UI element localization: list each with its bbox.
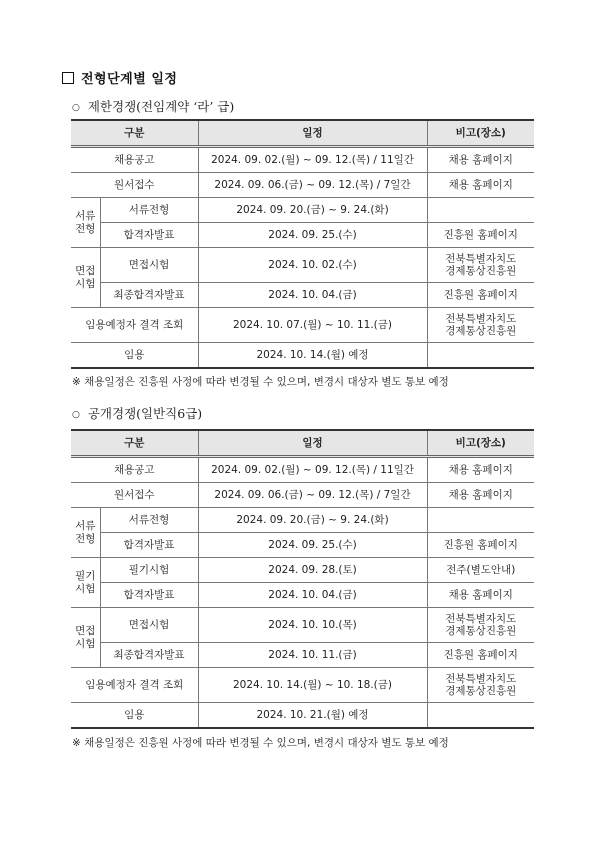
group-label-document: 서류 전형 xyxy=(71,508,100,558)
header-category: 구분 xyxy=(71,120,198,147)
row-label: 서류전형 xyxy=(100,508,198,533)
row-remark: 채용 홈페이지 xyxy=(427,147,534,173)
row-remark: 전북특별자치도 경제통상진흥원 xyxy=(427,308,534,343)
table-header-row xyxy=(71,120,534,147)
table-row xyxy=(71,248,534,283)
row-schedule: 2024. 10. 10.(목) xyxy=(198,608,427,643)
header-schedule: 일정 xyxy=(198,430,427,457)
table-row xyxy=(71,703,534,729)
row-schedule: 2024. 09. 02.(월) ~ 09. 12.(목) / 11일간 xyxy=(198,457,427,483)
table-row xyxy=(71,147,534,173)
row-schedule: 2024. 10. 11.(금) xyxy=(198,643,427,668)
table-row xyxy=(71,533,534,558)
row-schedule: 2024. 09. 06.(금) ~ 09. 12.(목) / 7일간 xyxy=(198,483,427,508)
row-label: 면접시험 xyxy=(100,608,198,643)
row-label: 합격자발표 xyxy=(100,583,198,608)
row-remark: 전북특별자치도 경제통상진흥원 xyxy=(427,248,534,283)
row-remark: 전주(별도안내) xyxy=(427,558,534,583)
group-label-interview: 면접 시험 xyxy=(71,248,100,308)
table-row xyxy=(71,668,534,703)
row-label: 필기시험 xyxy=(100,558,198,583)
row-label: 임용 xyxy=(71,703,198,729)
row-remark xyxy=(427,703,534,729)
table-header-row xyxy=(71,430,534,457)
page-title: 전형단계별 일정 xyxy=(62,68,177,87)
table-row xyxy=(71,508,534,533)
row-label: 최종합격자발표 xyxy=(100,283,198,308)
circle-bullet-icon: ○ xyxy=(72,103,80,113)
row-remark xyxy=(427,343,534,369)
row-label: 원서접수 xyxy=(71,173,198,198)
row-schedule: 2024. 09. 20.(금) ~ 9. 24.(화) xyxy=(198,508,427,533)
row-schedule: 2024. 10. 04.(금) xyxy=(198,583,427,608)
header-schedule: 일정 xyxy=(198,120,427,147)
row-schedule: 2024. 10. 02.(수) xyxy=(198,248,427,283)
row-remark xyxy=(427,198,534,223)
row-remark: 진흥원 홈페이지 xyxy=(427,533,534,558)
row-schedule: 2024. 10. 04.(금) xyxy=(198,283,427,308)
table-row xyxy=(71,173,534,198)
table-row xyxy=(71,308,534,343)
row-remark: 채용 홈페이지 xyxy=(427,173,534,198)
group-label-written: 필기 시험 xyxy=(71,558,100,608)
group-label-interview: 면접 시험 xyxy=(71,608,100,668)
row-label: 원서접수 xyxy=(71,483,198,508)
row-remark: 진흥원 홈페이지 xyxy=(427,223,534,248)
row-schedule: 2024. 09. 25.(수) xyxy=(198,223,427,248)
row-label: 임용예정자 결격 조회 xyxy=(71,668,198,703)
row-remark: 진흥원 홈페이지 xyxy=(427,283,534,308)
row-label: 임용예정자 결격 조회 xyxy=(71,308,198,343)
row-schedule: 2024. 09. 06.(금) ~ 09. 12.(목) / 7일간 xyxy=(198,173,427,198)
table-row xyxy=(71,343,534,369)
section-1-note: ※ 채용일정은 진흥원 사정에 따라 변경될 수 있으며, 변경시 대상자 별도 통보 예정 xyxy=(72,376,449,388)
table-row xyxy=(71,283,534,308)
header-category: 구분 xyxy=(71,430,198,457)
section-1-subtitle: ○ 제한경쟁(전임계약 ‘라’ 급) xyxy=(72,99,235,114)
row-schedule: 2024. 09. 25.(수) xyxy=(198,533,427,558)
row-remark: 진흥원 홈페이지 xyxy=(427,643,534,668)
table-row xyxy=(71,608,534,643)
row-remark: 채용 홈페이지 xyxy=(427,483,534,508)
group-label-document: 서류 전형 xyxy=(71,198,100,248)
row-schedule: 2024. 09. 28.(토) xyxy=(198,558,427,583)
row-label: 채용공고 xyxy=(71,457,198,483)
table-row xyxy=(71,558,534,583)
table-row xyxy=(71,198,534,223)
row-remark xyxy=(427,508,534,533)
row-remark: 전북특별자치도 경제통상진흥원 xyxy=(427,668,534,703)
row-remark: 채용 홈페이지 xyxy=(427,457,534,483)
circle-bullet-icon: ○ xyxy=(72,410,80,420)
row-remark: 채용 홈페이지 xyxy=(427,583,534,608)
row-schedule: 2024. 10. 14.(월) ~ 10. 18.(금) xyxy=(198,668,427,703)
header-remark: 비고(장소) xyxy=(427,120,534,147)
checkbox-square-icon xyxy=(62,72,74,84)
row-schedule: 2024. 10. 21.(월) 예정 xyxy=(198,703,427,729)
schedule-table-restricted xyxy=(71,119,534,369)
table-row xyxy=(71,643,534,668)
table-row xyxy=(71,483,534,508)
row-remark: 전북특별자치도 경제통상진흥원 xyxy=(427,608,534,643)
row-schedule: 2024. 10. 14.(월) 예정 xyxy=(198,343,427,369)
schedule-table-open xyxy=(71,429,534,729)
table-row xyxy=(71,223,534,248)
row-schedule: 2024. 10. 07.(월) ~ 10. 11.(금) xyxy=(198,308,427,343)
row-label: 최종합격자발표 xyxy=(100,643,198,668)
row-label: 서류전형 xyxy=(100,198,198,223)
row-label: 채용공고 xyxy=(71,147,198,173)
table-row xyxy=(71,583,534,608)
header-remark: 비고(장소) xyxy=(427,430,534,457)
section-2-note: ※ 채용일정은 진흥원 사정에 따라 변경될 수 있으며, 변경시 대상자 별도 통보 예정 xyxy=(72,737,449,749)
table-row xyxy=(71,457,534,483)
row-label: 합격자발표 xyxy=(100,533,198,558)
row-schedule: 2024. 09. 02.(월) ~ 09. 12.(목) / 11일간 xyxy=(198,147,427,173)
row-label: 면접시험 xyxy=(100,248,198,283)
row-label: 임용 xyxy=(71,343,198,369)
row-schedule: 2024. 09. 20.(금) ~ 9. 24.(화) xyxy=(198,198,427,223)
section-2-subtitle: ○ 공개경쟁(일반직6급) xyxy=(72,406,203,421)
row-label: 합격자발표 xyxy=(100,223,198,248)
